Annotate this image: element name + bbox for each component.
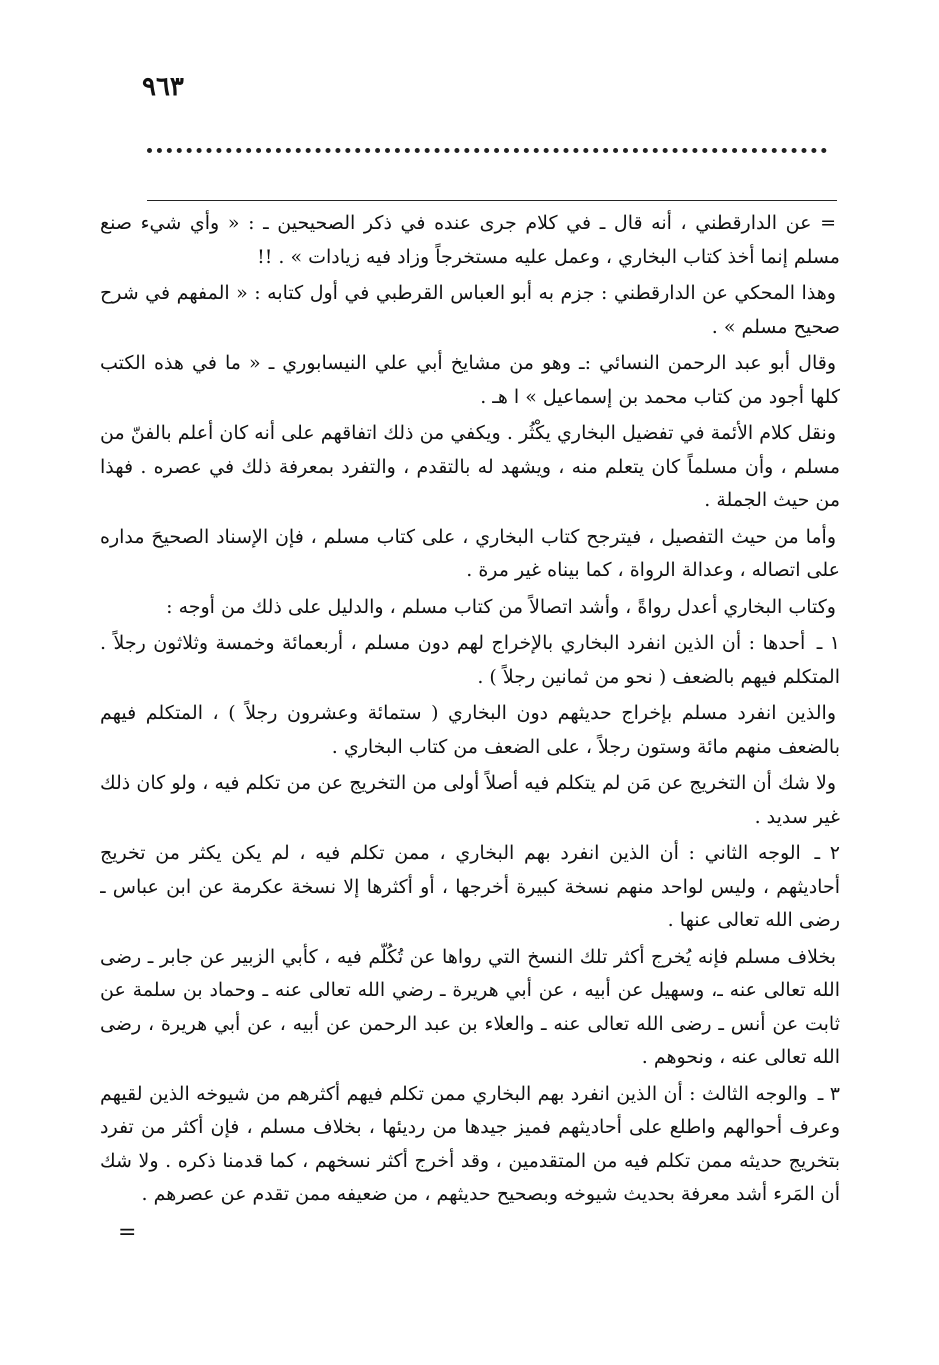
footnote-separator bbox=[147, 200, 837, 201]
paragraph-text: = عن الدارقطني ، أنه قال ـ في كلام جرى عنده في ذكر الصحيحين ـ : « وأي شيء صنع مسلم إنما أخذ كتاب البخاري ، وعمل عليه مستخرجاً وزاد فيه زيادات » . !! bbox=[100, 212, 840, 268]
paragraph bbox=[100, 591, 840, 625]
footnote-text bbox=[100, 207, 840, 1257]
paragraph bbox=[100, 767, 840, 834]
paragraph-text: بخلاف مسلم فإنه يُخرج أكثر تلك النسخ التي رواها عن تُكُلّم فيه ، كأبي الزبير عن جابر ـ رضى الله تعالى عنه ـ، وسهيل عن أبيه ، عن أبي هريرة ـ رضي الله تعالى عنه ـ وحماد بن سلمة عن ثابت عن أنس ـ رضى الله تعالى عنه ـ والعلاء بن عبد الرحمن عن أبيه ، عن أبي هريرة ، رضى الله تعالى عنه ، ونحوهم . bbox=[100, 945, 840, 1068]
paragraph-number: ١ ـ bbox=[816, 632, 840, 654]
paragraph bbox=[100, 417, 840, 518]
paragraph-text: وهذا المحكي عن الدارقطني : جزم به أبو العباس القرطبي في أول كتابه : « المفهم في شرح صحيح مسلم » . bbox=[100, 282, 840, 338]
paragraph bbox=[100, 627, 840, 694]
paragraph bbox=[100, 207, 840, 274]
paragraph bbox=[100, 347, 840, 414]
paragraph bbox=[100, 837, 840, 938]
page-number: ٩٦٣ bbox=[142, 72, 184, 102]
paragraph-text: وأما من حيث التفصيل ، فيترجح كتاب البخاري ، على كتاب مسلم ، فإن الإسناد الصحيحَ مداره على اتصاله ، وعدالة الرواة ، كما بيناه غير مرة . bbox=[100, 525, 840, 581]
paragraph-number: ٢ ـ bbox=[814, 842, 840, 864]
paragraph bbox=[100, 277, 840, 344]
paragraph-text: أحدها : أن الذين انفرد البخاري بالإخراج لهم دون مسلم ، أربعمائة وخمسة وثلاثون رجلاً . المتكلم فيهم بالضعف ( نحو من ثمانين رجلاً ) . bbox=[100, 632, 840, 688]
paragraph bbox=[100, 521, 840, 588]
paragraph-text: الوجه الثاني : أن الذين انفرد بهم البخاري ، ممن تكلم فيه ، لم يكن يكثر من تخريج أحاديثهم ، وليس لواحد منهم نسخة كبيرة أخرجها ، أو أكثرها إلا نسخة عكرمة عن ابن عباس ـ رضى الله تعالى عنها . bbox=[100, 842, 840, 931]
paragraph bbox=[100, 1078, 840, 1212]
paragraph-text: وكتاب البخاري أعدل رواةً ، وأشد اتصالاً من كتاب مسلم ، والدليل على ذلك من أوجه : bbox=[166, 595, 836, 618]
paragraph-text: والذين انفرد مسلم بإخراج حديثهم دون البخاري ( ستمائة وعشرون رجلاً ) ، المتكلم فيهم بالضعف منهم مائة وستون رجلاً ، على الضعف من كتاب البخاري . bbox=[100, 702, 840, 758]
paragraph-text: وقال أبو عبد الرحمن النسائي :ـ وهو من مشايخ أبي علي النيسابوري ـ « ما في هذه الكتب كلها أجود من كتاب محمد بن إسماعيل » ا هـ . bbox=[100, 352, 840, 408]
paragraph-text: ولا شك أن التخريج عن مَن لم يتكلم فيه أصلاً أولى من التخريج عن من تكلم فيه ، ولو كان ذلك غير سديد . bbox=[100, 772, 840, 828]
paragraph-text: ونقل كلام الأئمة في تفضيل البخاري يكْثُر . ويكفي من ذلك اتفاقهم على أنه كان أعلم بالفنّ من مسلم ، وأن مسلماً كان يتعلم منه ، ويشهد له بالتقدم ، والتفرد بمعرفة ذلك في عصره . فهذا من حيث الجملة . bbox=[100, 422, 840, 511]
continuation-mark: = bbox=[118, 1220, 137, 1245]
dotted-separator bbox=[147, 148, 827, 153]
paragraph bbox=[100, 941, 840, 1075]
paragraph bbox=[100, 697, 840, 764]
paragraph-text: والوجه الثالث : أن الذين انفرد بهم البخاري ممن تكلم فيهم أكثرهم من شيوخه الذين لقيهم وعرف أحوالهم واطلع على أحاديثهم فميز جيدها من رديئها ، بخلاف مسلم ، فإن أكثر من تفرد بتخريج حديثه ممن تكلم فيه من المتقدمين ، وقد أخرج أكثر نسخهم ، كما قدمنا ذكره . ولا شك أن المَرء أشد معرفة بحديث شيوخه وبصحيح حديثهم ، من ضعيفه ممن تقدم عن عصرهم . bbox=[100, 1082, 840, 1205]
paragraph-number: ٣ ـ bbox=[817, 1082, 840, 1105]
